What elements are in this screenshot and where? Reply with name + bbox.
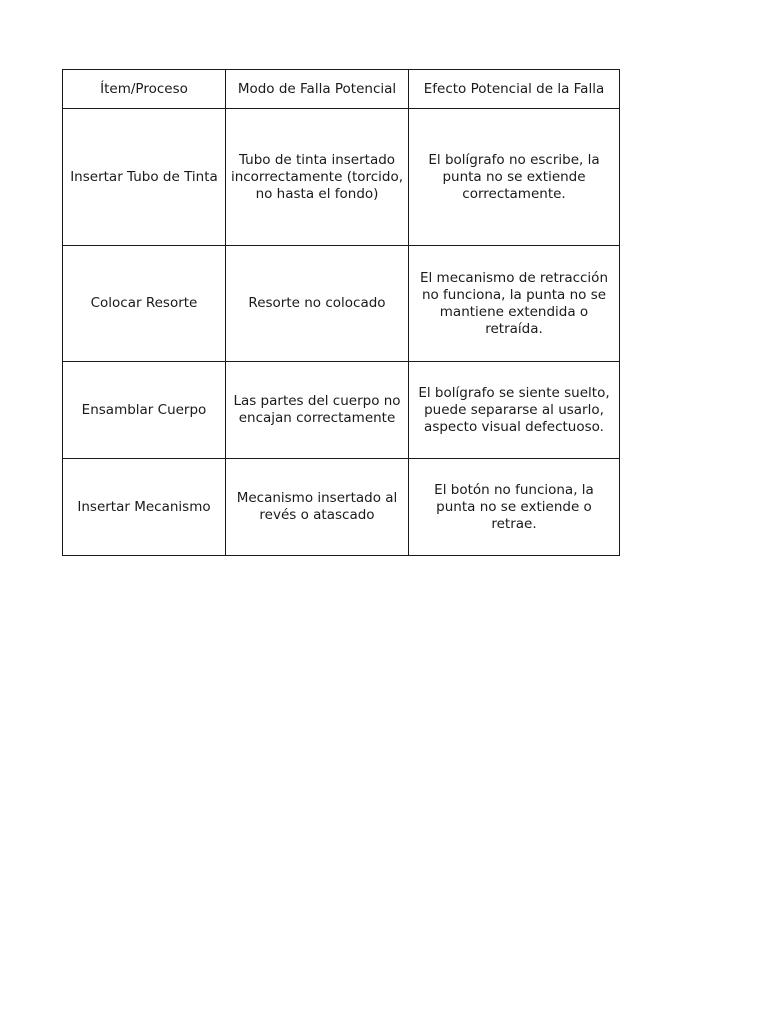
cell-item: Colocar Resorte — [63, 246, 226, 362]
cell-failure-mode: Resorte no colocado — [226, 246, 409, 362]
table-row — [63, 459, 620, 556]
fmea-table — [62, 69, 620, 556]
cell-item: Ensamblar Cuerpo — [63, 362, 226, 459]
table-row — [63, 362, 620, 459]
cell-failure-effect: El mecanismo de retracción no funciona, la punta no se mantiene extendida o retraída. — [409, 246, 620, 362]
cell-failure-effect: El bolígrafo se siente suelto, puede separarse al usarlo, aspecto visual defectuoso. — [409, 362, 620, 459]
table-row — [63, 246, 620, 362]
header-item-process: Ítem/Proceso — [63, 70, 226, 109]
cell-failure-effect: El bolígrafo no escribe, la punta no se extiende correctamente. — [409, 109, 620, 246]
cell-failure-mode: Tubo de tinta insertado incorrectamente (torcido, no hasta el fondo) — [226, 109, 409, 246]
header-failure-mode: Modo de Falla Potencial — [226, 70, 409, 109]
cell-item: Insertar Tubo de Tinta — [63, 109, 226, 246]
cell-item: Insertar Mecanismo — [63, 459, 226, 556]
cell-failure-mode: Mecanismo insertado al revés o atascado — [226, 459, 409, 556]
cell-failure-effect: El botón no funciona, la punta no se extiende o retrae. — [409, 459, 620, 556]
table-header-row — [63, 70, 620, 109]
cell-failure-mode: Las partes del cuerpo no encajan correctamente — [226, 362, 409, 459]
header-failure-effect: Efecto Potencial de la Falla — [409, 70, 620, 109]
table-row — [63, 109, 620, 246]
